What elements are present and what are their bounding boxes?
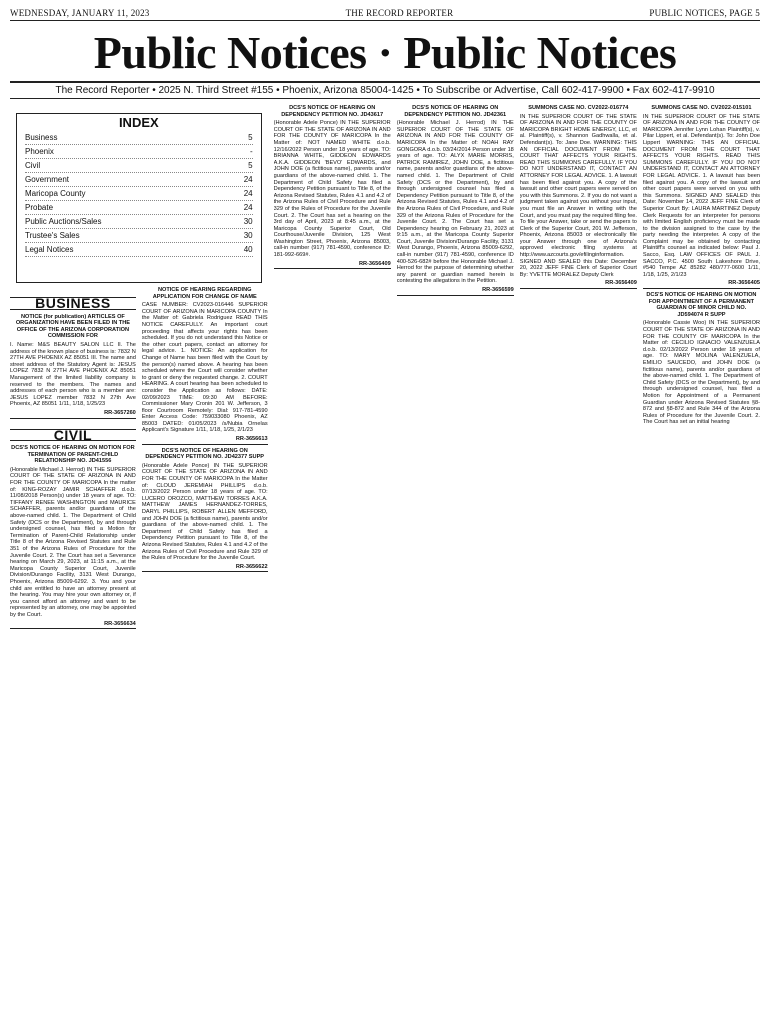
index-box [16,113,262,283]
column-5 [520,105,637,1005]
left-block [10,105,268,1005]
notice-body: (Honorable Cassie Woo) IN THE SUPERIOR COURT OF THE STATE OF ARIZONA IN AND FOR THE COUNTY OF MARICOPA In the Matter of: CECILIO IGNACIO VALENZUELA d.o.b. 02/13/2022 Person under 18 years of age. TO: MARY MOLINA VALENZUELA, EMILIO SAUCEDO, and JOHN DOE (a fictitious name), parents and/or guardians of the above-named child. 1. The Department of Child Safety (DCS or the Department), by and through undersigned counsel, has filed a Motion for Appointment of a Permanent Guardian under Arizona Revised Statutes §8-872 and §8-872 and Rule 344 of the Arizona Rules of Procedure for the Juvenile Court. 2. The Court has set an initial hearing [642,320,760,426]
column-2 [142,287,268,632]
notice-title: SUMMONS CASE NO. CV2022-016774 [528,105,629,111]
index-row[interactable]: Public Auctions/Sales 30 [25,215,253,229]
notice-body: (Honorable Adele Ponce) IN THE SUPERIOR COURT OF THE STATE OF ARIZONA IN AND FOR THE COUNTY OF MARICOPA In the Matter of: NOT NAMED WHITE d.o.b. 12/16/2022 Person under 18 years of age. TO: BRIANNA WHITE, GIDDEON EDWARDS A.K.A. GIDDEON 'BEVO' EDWARDS, and JOHN DOE (a fictitious name), parents and/or guardians of the above-named child. 1. The Department of Child Safety has filed a Dependency Petition pursuant to Title 8, of the Arizona Revised Statutes, Rules 4.1 and 4.2 of the Arizona Rules of Civil Procedure and Rule 329 of the Rules of Procedure for the Juvenile Court. 2. The Court has set a hearing on the 3rd day of April, 2023 at 8:45 a.m., at the Maricopa County Superior Court, Old Courthouse/Juvenile Division, 125 West Washington Street, Phoenix, Arizona 85003, call-in number (917) 781-4590, conference ID: 181-992-669#. [273,120,391,259]
notice-body: I. Name: M&S BEAUTY SALON LLC II. The address of the known place of business is: 7832 N 27TH AVE PHOENIX AZ 85051 III. The name and street address of the Statutory Agent is: JESUS LOPEZ 7832 N 27TH AVE PHOENIX AZ 85051 Management of the limited liability company is reserved to the members. The names and addresses of each person who is a member are: JESUS LOPEZ member 7832 N 27th Ave Phoenix, AZ 85051 1/11, 1/18, 1/25/23 [10,341,136,408]
index-row[interactable]: Maricopa County 24 [25,187,253,201]
notice-body: CASE NUMBER: CV2023-016446 SUPERIOR COURT OF ARIZONA IN MARICOPA COUNTY In the Matter of: Gabriela Rodriguez READ THIS NOTICE CAREFULLY. An important court proceeding that affects your rights has been scheduled. If you do not understand this Notice or the other court papers, contact an attorney for legal advice. 1. NOTICE: An application for Change of Name has been filed with the Court by the person(s) named above. A hearing has been scheduled where the Court will consider whether to grant or deny the requested change. 2. COURT HEARING. A court hearing has been scheduled to consider the Application as follows: DATE: 02/09/2023 TIME: 09:30 AM BEFORE: Commissioner Mary Cronin 201 W. Jefferson, 3 floor Courtroom Remotely: Dial: 917-781-4590 Enter Access Code: 759033080 Phoenix, AZ 85003 DATED: 01/05/2023 /s/Nubia Ornelas Applicant's Signature 1/11, 1/18, 1/25, 2/1/23 [141,302,268,434]
notice-ref: RR-3656613 [142,436,268,445]
column-3 [274,105,391,1005]
notice-title: DCS'S NOTICE OF HEARING ON MOTION FOR APPOINTMENT OF A PERMANENT GUARDIAN OF MINOR CHILD NO. JD594074 R SUPP [646,292,757,318]
left-subcolumns [10,287,268,632]
section-business: BUSINESS [10,297,136,310]
index-row[interactable]: Legal Notices 40 [25,243,253,257]
masthead: Public Notices · Public Notices [93,27,677,78]
issue-date: WEDNESDAY, JANUARY 11, 2023 [10,8,150,18]
paper-name: THE RECORD REPORTER [345,8,454,18]
column-1 [10,287,136,632]
top-bar [10,8,760,21]
notice-body: (Honorable Michael J. Herrod) IN THE SUPERIOR COURT OF THE STATE OF ARIZONA IN AND FOR THE COUNTY OF MARICOPA In the matter of: KING-ROZAY JAMIR SCHAFFER d.o.b. 11/08/2018 Person(s) under 18 years of age. TO: TIFFANY RENEE WASHINGTON and MAURICE SCHAFFER, parents and/or guardians of the above-named child. 1. The Department of Child Safety (DCS or the Department), by and through undersigned counsel, has filed a Motion for Termination of Parent-Child Relationship under Title 8 of the Arizona Revised Statutes and Rule 351 of the Arizona Rules of Procedure for the Juvenile Court. 2. The Court has set a Severance hearing on March 29, 2023, at 11:15 a.m., at the Maricopa County Superior Court, Juvenile Division/Durango Facility, 3131 West Durango, Phoenix, Arizona 85009-6292. 3. You and your child are entitled to have an attorney present at the hearing. You may hire your own attorney or, if you cannot afford an attorney and want to be represented by an attorney, one may be appointed by the Court. [10,466,136,618]
notice-title: NOTICE OF HEARING REGARDING APPLICATION FOR CHANGE OF NAME [152,287,257,300]
index-row[interactable]: Business 5 [25,131,253,145]
notice-title: DCS'S NOTICE OF HEARING ON DEPENDENCY PETITION NO. JD42361 [404,105,507,118]
index-row[interactable]: Civil 5 [25,159,253,173]
notice-body: (Honorable Adele Ponce) IN THE SUPERIOR COURT OF THE STATE OF ARIZONA IN AND FOR THE COUNTY OF MARICOPA In the Matter of: CLOUD JEREMIAH PHILLIPS d.o.b. 07/13/2022 Person under 18 years of age. TO: LUCERO OROZCO, MATTHEW TORRES A.K.A. MATTHEW JAMES HERNANDEZ-TORRES, DARYL PHILLIPS, ROBERT ALLEN MEFFORD, and JOHN DOE (a fictitious name), parents and/or guardians of the above-named child. 1. The Department of Child Safety has filed a Dependency Petition pursuant to Title 8, of the Arizona Revised Statutes, Rules 4.1 and 4.2 of the Arizona Rules of Civil Procedure and Rule 329 of the Rules of Procedure for the Juvenile Court. [141,462,268,562]
index-list [25,131,253,257]
notice-title: DCS'S NOTICE OF HEARING ON DEPENDENCY PETITION NO. JD43617 [281,105,384,118]
notice-title: SUMMONS CASE NO. CV2022-015101 [651,105,752,111]
column-4 [397,105,514,1005]
index-title: INDEX [118,115,159,130]
notice-ref: RR-3656622 [142,564,268,573]
section-civil: CIVIL [10,429,136,442]
column-6 [643,105,760,1005]
notice-body: IN THE SUPERIOR COURT OF THE STATE OF ARIZONA IN AND FOR THE COUNTY OF MARICOPA Jennifer Lynn Lohan Plaintiff(s), v. Pilar Lippert, et al. Defendant(s). To: John Doe Lippert WARNING: THIS AN OFFICIAL DOCUMENT FROM THE COURT THAT AFFECTS YOUR RIGHTS. READ THIS SUMMONS CAREFULLY. IF YOU DO NOT UNDERSTAND IT, CONTACT AN ATTORNEY FOR LEGAL ADVICE. 1. A lawsuit has been filed against you. A copy of the lawsuit and other court papers were served on you with this Summons. SIGNED AND SEALED this Date: November 14, 2022 JEFF FINE Clerk of Superior Court By: LAURA MARTINEZ Deputy Clerk Requests for an interpreter for persons with limited English proficiency must be made to the division assigned to the case by the party needing the interpreter. A copy of the Complaint may be obtained by contacting Plaintiff's counsel as indicated below: Paul J. Sacco, Esq. LAW OFFICES OF PAUL J. SACCO, P.C. 4500 South Lakeshore Drive, #540 Tempe AZ 85282 480/777-0600 1/11, 1/18, 1/25, 2/1/23 [642,113,760,278]
notice-ref: RR-3656599 [397,287,514,296]
notice-ref: RR-3657260 [10,410,136,419]
contact-line: The Record Reporter • 2025 N. Third Street #155 • Phoenix, Arizona 85004-1425 • To Subscribe or Advertise, Call 602-417-9900 • Fax 602-417-9910 [10,81,760,99]
index-row[interactable]: Phoenix - [25,145,253,159]
notice-title: NOTICE (for publication) ARTICLES OF ORGANIZATION HAVE BEEN FILED IN THE OFFICE OF THE ARIZONA CORPORATION COMMISSION FOR [15,313,130,340]
notice-ref: RR-3656409 [520,280,637,289]
notice-title: DCS'S NOTICE OF HEARING ON MOTION FOR TERMINATION OF PARENT-CHILD RELATIONSHIP NO. JD41556 [11,445,135,465]
notice-body: (Honorable Michael J. Herrod) IN THE SUPERIOR COURT OF THE STATE OF ARIZONA IN AND FOR THE COUNTY OF MARICOPA In the Matter of: NOAH RAY GONGORA d.o.b. 03/24/2014 Person under 18 years of age. TO: ALYX MARIE MORRIS, PATRICK RAMIREZ, JOHN DOE, a fictitious name, parents and/or guardians of the above-named child. 1. The Department of Child Safety (DCS or the Department), by and through undersigned counsel has filed a Dependency Petition pursuant to Title 8, of the Arizona Revised Statutes, Rules 4.1 and 4.2 of the Arizona Rules of Civil Procedure, and Rule 329 of the Arizona Rules of Procedure for the Juvenile Court. 2. The Court has set a Dependency hearing on February 21, 2023 at 9:15 a.m., at the Maricopa County Superior Court, Juvenile Division/Durango Facility, 3131 West Durango, Phoenix, Arizona 85009-6292, call-in number (917) 781-4590, conference ID 400-526-682# before the Honorable Michael J. Herrod for the purpose of determining whether any parent or guardian named herein is contesting the allegations in the Petition. [396,120,514,285]
notice-ref: RR-3656405 [643,280,760,289]
content-columns [10,105,760,1005]
index-row[interactable]: Government 24 [25,173,253,187]
page-section: PUBLIC NOTICES, PAGE 5 [649,8,760,18]
notice-title: DCS'S NOTICE OF HEARING ON DEPENDENCY PETITION NO. JD42377 SUPP [145,447,265,461]
notice-ref: RR-3656634 [10,621,136,630]
index-row[interactable]: Trustee's Sales 30 [25,229,253,243]
index-row[interactable]: Probate 24 [25,201,253,215]
notice-ref: RR-3656409 [274,261,391,270]
notice-body: IN THE SUPERIOR COURT OF THE STATE OF ARIZONA IN AND FOR THE COUNTY OF MARICOPA BRIGHT HOME ENERGY, LLC, et al. Plaintiff(s), v. Shannon Gadhwalla, et al. Defendant(s). To: Jane Doe. WARNING: THIS AN OFFICIAL DOCUMENT FROM THE COURT THAT AFFECTS YOUR RIGHTS. READ THIS SUMMONS CAREFULLY. IF YOU DO NOT UNDERSTAND IT, CONTACT AN ATTORNEY FOR LEGAL ADVICE. 1. A lawsuit has been filed against you. A copy of the lawsuit and other court papers were served on you with this Summons. 2. If you do not want a judgment taken against you without your input, you must file an Answer in writing with the Court, and you must pay the required filing fee. To file your Answer, take or send the papers to Clerk of the Superior Court, 201 W. Jefferson, Phoenix, Arizona 85003 or electronically file your Answer through one of Arizona's approved electronic filing systems at http://www.azcourts.gov/efilinginformation. SIGNED AND SEALED this Date: December 20, 2022 JEFF FINE Clerk of Superior Court By: YVETTE MORALEZ Deputy Clerk [519,113,637,278]
